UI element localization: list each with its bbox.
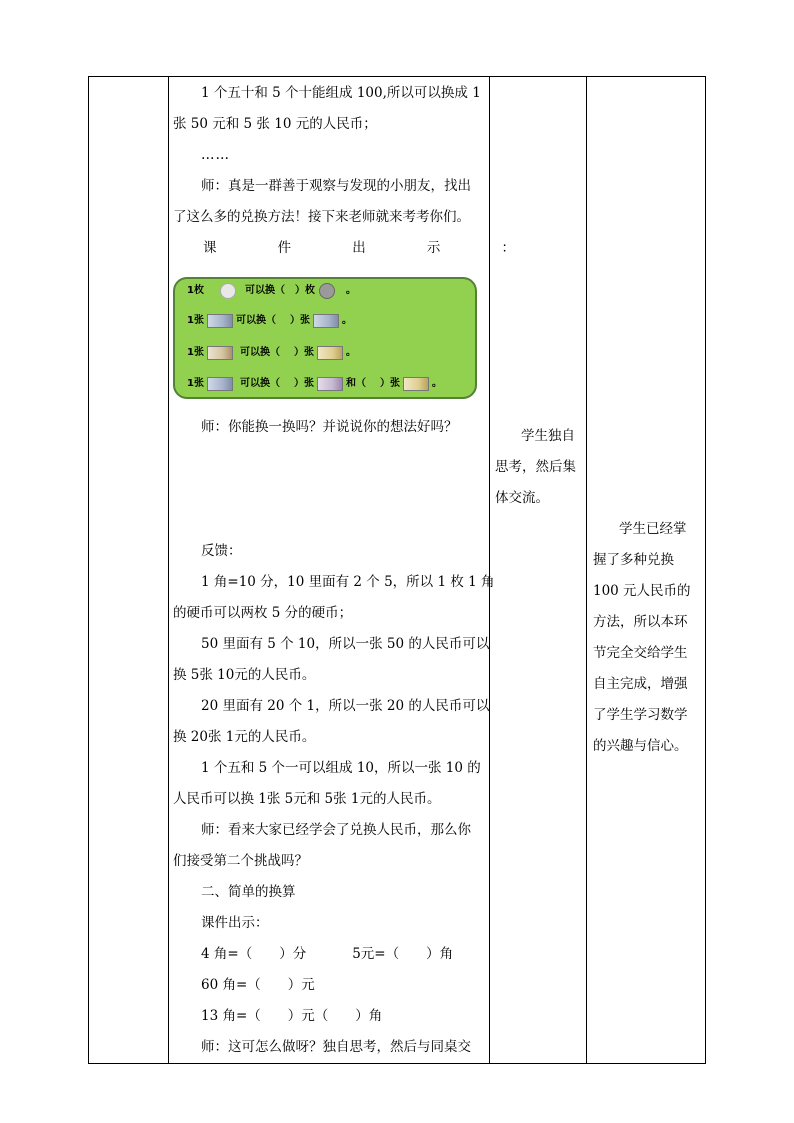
text-line: 师：真是一群善于观察与发现的小朋友，找出 <box>201 178 471 194</box>
text-line: 1 个五和 5 个一可以组成 10，所以一张 10 的 <box>201 760 481 776</box>
exercise-item: 13 角=（ ）元（ ）角 <box>201 1008 383 1024</box>
text-line: 张 50 元和 5 张 10 元的人民币； <box>173 116 377 132</box>
text-line: 师：这可怎么做呀？独自思考，然后与同桌交 <box>201 1039 471 1055</box>
exercise-item: 5元=（ ）角 <box>352 946 454 962</box>
text-line: …… <box>201 147 230 163</box>
lesson-table <box>88 76 706 1064</box>
text-line: 100 元人民币的 <box>593 583 691 599</box>
five-fen-coin-icon <box>319 283 335 299</box>
text-line: 反馈： <box>201 543 242 559</box>
heading-char: 示 <box>426 240 441 256</box>
text-line: 20 里面有 20 个 1，所以一张 20 的人民币可以 <box>201 698 490 714</box>
text-line: 课件出示： <box>201 915 269 931</box>
text-line: 们接受第二个挑战吗？ <box>173 853 308 869</box>
text-line: 的兴趣与信心。 <box>593 738 688 754</box>
text-line: 50 里面有 5 个 10，所以一张 50 的人民币可以 <box>201 636 490 652</box>
one-jiao-coin-icon <box>220 283 236 299</box>
text-line: 人民币可以换 1张 5元和 5张 1元的人民币。 <box>173 791 441 807</box>
column-divider <box>586 77 587 1063</box>
design-intent-cell <box>593 514 701 762</box>
student-activity-cell <box>495 421 581 514</box>
twenty-yuan-note-icon <box>207 346 233 360</box>
text-line: 师：你能换一换吗？并说说你的想法好吗？ <box>201 419 458 435</box>
exchange-row: 1张 可以换（ ）张 。 <box>187 315 352 326</box>
exercise-item: 4 角=（ ）分 <box>201 946 307 962</box>
exercise-item: 60 角=（ ）元 <box>201 977 315 993</box>
text-line: 的硬币可以两枚 5 分的硬币； <box>173 605 353 621</box>
text-line: 节完全交给学生 <box>593 645 688 661</box>
one-yuan-note-icon <box>317 346 343 360</box>
text-line: 学生已经掌 <box>619 521 687 537</box>
section-heading: 二、简单的换算 <box>201 884 296 900</box>
ten-yuan-note-icon <box>313 314 339 328</box>
fifty-yuan-note-icon <box>207 314 233 328</box>
text-line: 自主完成，增强 <box>593 676 688 692</box>
heading-char: ： <box>501 240 515 256</box>
exchange-row: 1枚 可以换（ ）枚 。 <box>187 283 356 299</box>
courseware-heading <box>173 238 521 258</box>
text-line: 了这么多的兑换方法！接下来老师就来考考你们。 <box>173 209 470 225</box>
text-line: 换 20张 1元的人民币。 <box>173 729 316 745</box>
heading-char: 出 <box>352 240 366 256</box>
text-line: 1 角=10 分，10 里面有 2 个 5，所以 1 枚 1 角 <box>201 574 495 590</box>
exercise-line <box>173 944 513 964</box>
text-line: 握了多种兑换 <box>593 552 674 568</box>
teaching-process-cell <box>169 77 515 1063</box>
text-line: 思考，然后集 <box>495 459 576 475</box>
heading-char: 课 <box>203 240 217 256</box>
text-line: 学生独自 <box>521 428 575 444</box>
text-line: 1 个五十和 5 个十能组成 100,所以可以换成 1 <box>201 85 481 101</box>
courseware-exchange-box <box>173 277 477 399</box>
heading-char: 件 <box>277 240 292 256</box>
exchange-row: 1张 可以换（ ）张 和（ ）张 。 <box>187 378 442 389</box>
exchange-row: 1张 可以换（ ）张 。 <box>187 347 356 358</box>
text-line: 体交流。 <box>495 490 549 506</box>
text-line: 了学生学习数学 <box>593 707 688 723</box>
text-line: 师：看来大家已经学会了兑换人民币，那么你 <box>201 822 471 838</box>
text-line: 方法，所以本环 <box>593 614 688 630</box>
five-yuan-note-icon <box>317 377 343 391</box>
text-line: 换 5张 10元的人民币。 <box>173 667 316 683</box>
one-yuan-note-icon <box>403 377 429 391</box>
ten-yuan-note-icon <box>207 377 233 391</box>
